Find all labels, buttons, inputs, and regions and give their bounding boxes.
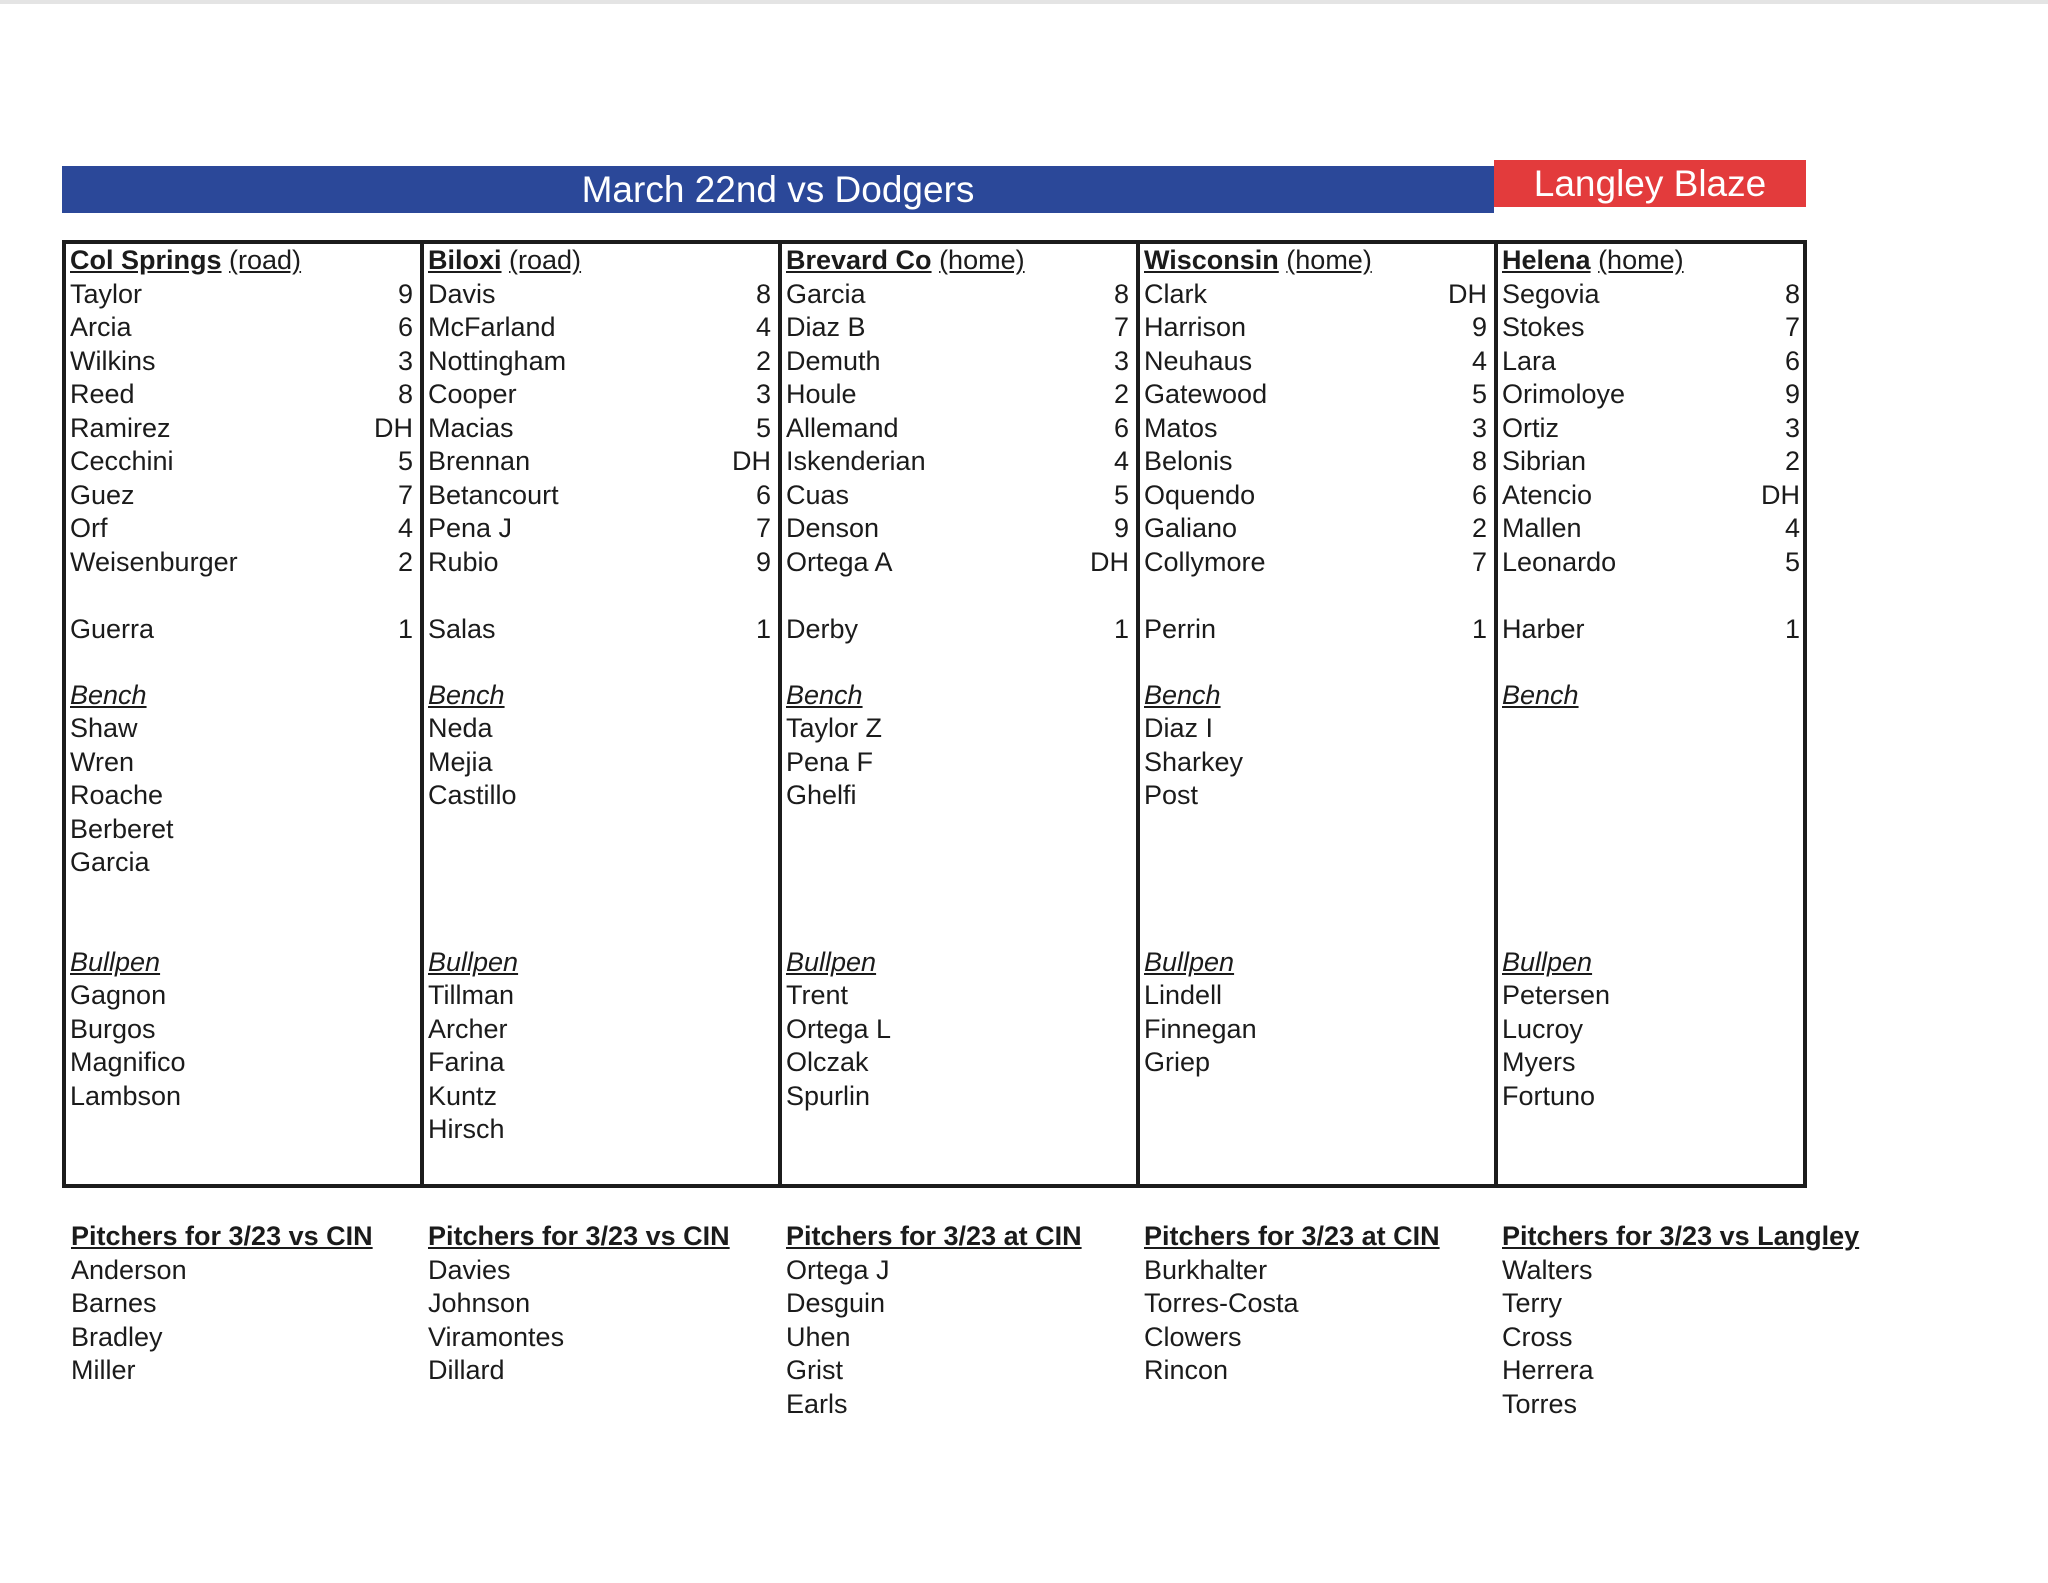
- bench-player: Roache: [70, 780, 164, 810]
- bench-label: Bench: [1144, 679, 1221, 710]
- player-position: 5: [1784, 546, 1800, 577]
- player-name: Iskenderian: [786, 446, 926, 476]
- player-name: Ortega A: [786, 546, 893, 577]
- pitcher-name: Burkhalter: [1144, 1254, 1268, 1285]
- pitcher-name: Grist: [786, 1355, 843, 1385]
- player-position: 9: [1113, 513, 1129, 543]
- pitchers-list-title: Pitchers for 3/23 vs CIN: [71, 1221, 373, 1251]
- player-name: Guez: [70, 479, 135, 510]
- club-heading: [428, 244, 771, 278]
- bullpen-label: Bullpen: [1502, 946, 1593, 977]
- roster-column-2: [778, 244, 1136, 1184]
- club-venue: (home): [939, 245, 1025, 275]
- player-position: 8: [755, 278, 771, 309]
- lineup-row: [1502, 278, 1800, 312]
- starting-pitcher-name: Derby: [786, 614, 859, 644]
- club-name: Helena: [1502, 245, 1591, 275]
- bench-section: [70, 679, 413, 946]
- lineup-row: [1144, 345, 1487, 379]
- player-name: Cuas: [786, 479, 850, 510]
- player-name: Brennan: [428, 446, 531, 476]
- lineup-row: [428, 311, 771, 345]
- bench-player: Ghelfi: [786, 780, 857, 810]
- player-position: 4: [1471, 345, 1487, 376]
- player-name: Segovia: [1502, 278, 1600, 309]
- team-name-banner: Langley Blaze: [1494, 160, 1806, 207]
- bench-player: Pena F: [786, 746, 874, 777]
- pitcher-name: Torres-Costa: [1144, 1288, 1299, 1318]
- bullpen-pitcher: Kuntz: [428, 1080, 498, 1111]
- bullpen-pitcher: Myers: [1502, 1047, 1576, 1077]
- player-position: 7: [1784, 312, 1800, 342]
- club-heading: [1502, 244, 1800, 278]
- bench-player: Neda: [428, 713, 493, 743]
- bench-section: [428, 679, 771, 946]
- player-name: Mallen: [1502, 513, 1582, 543]
- pitcher-name: Dillard: [428, 1355, 505, 1385]
- player-position: 2: [1471, 513, 1487, 543]
- lineup-row: [428, 512, 771, 546]
- player-name: Garcia: [786, 278, 866, 309]
- bench-player: Mejia: [428, 746, 493, 777]
- lineup-row: [1502, 378, 1800, 412]
- player-name: Harrison: [1144, 312, 1247, 342]
- lineup-row: [786, 412, 1129, 446]
- starting-pitcher-row: [70, 613, 413, 647]
- bench-section: [1144, 679, 1487, 946]
- lineup-row: [70, 512, 413, 546]
- game-title-banner: March 22nd vs Dodgers: [62, 166, 1494, 213]
- player-name: Wilkins: [70, 345, 156, 376]
- player-position: DH: [1448, 278, 1487, 309]
- lineup-row: [70, 345, 413, 379]
- bench-label: Bench: [786, 679, 863, 710]
- pitchers-list-title: Pitchers for 3/23 at CIN: [786, 1221, 1082, 1251]
- pitcher-name: Rincon: [1144, 1355, 1229, 1385]
- starting-pitcher-name: Perrin: [1144, 614, 1217, 644]
- player-name: Cooper: [428, 379, 517, 409]
- pitchers-list-4: [1502, 1220, 1862, 1421]
- pitcher-name: Johnson: [428, 1288, 531, 1318]
- pitcher-name: Earls: [786, 1388, 848, 1419]
- lineup-row: [1144, 546, 1487, 580]
- player-position: 8: [1471, 446, 1487, 476]
- pitchers-list-title: Pitchers for 3/23 vs Langley: [1502, 1221, 1860, 1251]
- roster-column-1: [420, 244, 778, 1184]
- starting-pitcher-row: [1502, 613, 1800, 647]
- player-position: 6: [397, 312, 413, 342]
- player-name: Matos: [1144, 412, 1218, 443]
- player-position: 6: [1113, 412, 1129, 443]
- club-heading: [1144, 244, 1487, 278]
- pitcher-name: Barnes: [71, 1288, 157, 1318]
- player-name: Neuhaus: [1144, 345, 1253, 376]
- player-position: DH: [1090, 546, 1129, 577]
- club-venue: (home): [1598, 245, 1684, 275]
- player-position: 4: [1784, 513, 1800, 543]
- pitchers-list-1: [428, 1220, 788, 1388]
- club-venue: (road): [509, 245, 582, 275]
- player-position: 3: [397, 345, 413, 376]
- pitcher-name: Ortega J: [786, 1254, 890, 1285]
- player-position: 9: [397, 278, 413, 309]
- roster-column-3: [1136, 244, 1494, 1184]
- lineup-row: [70, 278, 413, 312]
- player-position: 7: [397, 479, 413, 510]
- pitcher-name: Uhen: [786, 1321, 851, 1352]
- player-position: 8: [1113, 278, 1129, 309]
- player-name: Pena J: [428, 513, 513, 543]
- roster-column-4: [1494, 244, 1807, 1184]
- lineup-row: [70, 311, 413, 345]
- lineup-row: [1144, 311, 1487, 345]
- lineup-row: [786, 479, 1129, 513]
- player-position: 8: [1784, 278, 1800, 309]
- player-name: Leonardo: [1502, 546, 1617, 577]
- bullpen-pitcher: Olczak: [786, 1047, 869, 1077]
- player-name: Orimoloye: [1502, 379, 1626, 409]
- player-position: DH: [732, 446, 771, 476]
- pitcher-name: Clowers: [1144, 1321, 1242, 1352]
- player-name: Arcia: [70, 312, 132, 342]
- bullpen-pitcher: Lindell: [1144, 980, 1223, 1010]
- bullpen-label: Bullpen: [70, 946, 161, 977]
- player-position: DH: [374, 412, 413, 443]
- pitcher-name: Bradley: [71, 1321, 163, 1352]
- lineup-row: [786, 278, 1129, 312]
- pitcher-name: Herrera: [1502, 1355, 1594, 1385]
- player-name: Gatewood: [1144, 379, 1268, 409]
- starting-pitcher-position: 1: [1784, 614, 1800, 644]
- player-position: 6: [1784, 345, 1800, 376]
- lineup-row: [1502, 546, 1800, 580]
- starting-pitcher-position: 1: [1113, 614, 1129, 644]
- player-name: Cecchini: [70, 446, 174, 476]
- club-venue: (home): [1286, 245, 1372, 275]
- player-position: 6: [755, 479, 771, 510]
- pitcher-name: Viramontes: [428, 1321, 565, 1352]
- bullpen-pitcher: Spurlin: [786, 1080, 871, 1111]
- bullpen-pitcher: Farina: [428, 1047, 505, 1077]
- player-position: 2: [755, 345, 771, 376]
- lineup-row: [428, 345, 771, 379]
- player-name: Stokes: [1502, 312, 1585, 342]
- lineup-row: [786, 345, 1129, 379]
- lineup-row: [70, 479, 413, 513]
- club-name: Brevard Co: [786, 245, 932, 275]
- starting-pitcher-row: [786, 613, 1129, 647]
- bullpen-pitcher: Gagnon: [70, 980, 167, 1010]
- lineup-row: [1144, 378, 1487, 412]
- starting-pitcher-position: 1: [755, 614, 771, 644]
- lineup-row: [1502, 311, 1800, 345]
- player-position: 3: [1471, 412, 1487, 443]
- bench-player: Castillo: [428, 780, 517, 810]
- lineup-row: [786, 445, 1129, 479]
- bullpen-pitcher: Hirsch: [428, 1114, 505, 1144]
- lineup-row: [786, 512, 1129, 546]
- player-name: Davis: [428, 278, 496, 309]
- player-name: Taylor: [70, 278, 143, 309]
- player-position: 9: [755, 546, 771, 577]
- bench-player: Post: [1144, 780, 1199, 810]
- bullpen-pitcher: Ortega L: [786, 1013, 892, 1044]
- bench-player: Sharkey: [1144, 746, 1244, 777]
- bench-player: Taylor Z: [786, 713, 883, 743]
- lineup-row: [1144, 278, 1487, 312]
- player-position: 2: [1113, 379, 1129, 409]
- player-name: Weisenburger: [70, 546, 238, 577]
- lineup-row: [1144, 445, 1487, 479]
- club-name: Col Springs: [70, 245, 222, 275]
- player-position: 8: [397, 379, 413, 409]
- bullpen-pitcher: Tillman: [428, 980, 515, 1010]
- starting-pitcher-position: 1: [1471, 614, 1487, 644]
- bullpen-pitcher: Burgos: [70, 1013, 156, 1044]
- lineup-row: [1144, 479, 1487, 513]
- player-position: 7: [1471, 546, 1487, 577]
- bullpen-pitcher: Petersen: [1502, 980, 1611, 1010]
- club-name: Wisconsin: [1144, 245, 1279, 275]
- pitcher-name: Miller: [71, 1355, 136, 1385]
- lineup-row: [428, 378, 771, 412]
- bench-section: [786, 679, 1129, 946]
- player-position: 9: [1784, 379, 1800, 409]
- player-position: 4: [397, 513, 413, 543]
- player-position: 2: [1784, 446, 1800, 476]
- player-name: Ortiz: [1502, 412, 1559, 443]
- lineup-row: [70, 412, 413, 446]
- bullpen-label: Bullpen: [1144, 946, 1235, 977]
- starting-pitcher-name: Guerra: [70, 614, 155, 644]
- bench-player: Shaw: [70, 713, 138, 743]
- player-position: 9: [1471, 312, 1487, 342]
- player-name: Sibrian: [1502, 446, 1587, 476]
- bullpen-pitcher: Magnifico: [70, 1047, 186, 1077]
- lineup-row: [1502, 412, 1800, 446]
- lineup-row: [428, 412, 771, 446]
- scan-edge: [0, 0, 2048, 4]
- starting-pitcher-row: [428, 613, 771, 647]
- lineup-row: [70, 546, 413, 580]
- player-position: 3: [1113, 345, 1129, 376]
- pitcher-name: Desguin: [786, 1288, 886, 1318]
- pitchers-list-3: [1144, 1220, 1504, 1388]
- bench-player: Diaz I: [1144, 713, 1214, 743]
- player-position: 7: [755, 513, 771, 543]
- player-name: McFarland: [428, 312, 556, 342]
- pitcher-name: Davies: [428, 1254, 511, 1285]
- bench-label: Bench: [428, 679, 505, 710]
- player-name: Nottingham: [428, 345, 567, 376]
- player-name: Diaz B: [786, 312, 866, 342]
- lineup-row: [70, 445, 413, 479]
- lineup-row: [1502, 512, 1800, 546]
- player-position: 6: [1471, 479, 1487, 510]
- pitchers-list-0: [71, 1220, 431, 1388]
- player-name: Denson: [786, 513, 880, 543]
- bullpen-pitcher: Trent: [786, 980, 849, 1010]
- player-name: Houle: [786, 379, 857, 409]
- player-name: Collymore: [1144, 546, 1266, 577]
- bullpen-pitcher: Finnegan: [1144, 1013, 1257, 1044]
- player-name: Ramirez: [70, 412, 171, 443]
- starting-pitcher-row: [1144, 613, 1487, 647]
- lineup-row: [428, 479, 771, 513]
- player-name: Reed: [70, 379, 135, 409]
- pitcher-name: Torres: [1502, 1388, 1578, 1419]
- lineup-row: [1502, 345, 1800, 379]
- player-name: Betancourt: [428, 479, 559, 510]
- club-venue: (road): [229, 245, 302, 275]
- lineup-row: [786, 378, 1129, 412]
- bullpen-pitcher: Archer: [428, 1013, 508, 1044]
- bench-player: Berberet: [70, 813, 174, 844]
- player-name: Macias: [428, 412, 514, 443]
- player-position: 7: [1113, 312, 1129, 342]
- bullpen-label: Bullpen: [786, 946, 877, 977]
- player-name: Belonis: [1144, 446, 1233, 476]
- pitcher-name: Anderson: [71, 1254, 187, 1285]
- player-name: Demuth: [786, 345, 881, 376]
- player-position: 5: [1471, 379, 1487, 409]
- lineup-row: [786, 546, 1129, 580]
- pitcher-name: Terry: [1502, 1288, 1562, 1318]
- bench-label: Bench: [70, 679, 147, 710]
- bullpen-label: Bullpen: [428, 946, 519, 977]
- starting-pitcher-name: Salas: [428, 614, 496, 644]
- starting-pitcher-name: Harber: [1502, 614, 1585, 644]
- bullpen-pitcher: Griep: [1144, 1047, 1211, 1077]
- player-position: 5: [397, 446, 413, 476]
- player-position: 3: [1784, 412, 1800, 443]
- pitcher-name: Walters: [1502, 1254, 1593, 1285]
- bullpen-pitcher: Lambson: [70, 1080, 182, 1111]
- player-position: DH: [1761, 479, 1800, 510]
- bench-section: [1502, 679, 1800, 946]
- club-heading: [786, 244, 1129, 278]
- player-position: 2: [397, 546, 413, 577]
- player-name: Clark: [1144, 278, 1208, 309]
- lineup-row: [1502, 445, 1800, 479]
- player-position: 4: [755, 312, 771, 342]
- roster-column-0: [66, 244, 420, 1184]
- lineup-row: [786, 311, 1129, 345]
- lineup-row: [428, 445, 771, 479]
- lineup-row: [1144, 412, 1487, 446]
- pitchers-list-title: Pitchers for 3/23 at CIN: [1144, 1221, 1440, 1251]
- pitcher-name: Cross: [1502, 1321, 1573, 1352]
- starting-pitcher-position: 1: [397, 614, 413, 644]
- lineup-row: [70, 378, 413, 412]
- bullpen-pitcher: Lucroy: [1502, 1013, 1584, 1044]
- bullpen-pitcher: Fortuno: [1502, 1080, 1596, 1111]
- player-position: 3: [755, 379, 771, 409]
- player-name: Oquendo: [1144, 479, 1256, 510]
- pitchers-list-2: [786, 1220, 1146, 1421]
- bench-player: Garcia: [70, 847, 150, 877]
- player-name: Allemand: [786, 412, 899, 443]
- lineup-row: [428, 278, 771, 312]
- player-position: 4: [1113, 446, 1129, 476]
- lineup-row: [428, 546, 771, 580]
- pitchers-list-title: Pitchers for 3/23 vs CIN: [428, 1221, 730, 1251]
- lineup-row: [1144, 512, 1487, 546]
- club-heading: [70, 244, 413, 278]
- bench-player: Wren: [70, 746, 135, 777]
- bench-label: Bench: [1502, 679, 1579, 710]
- lineup-row: [1502, 479, 1800, 513]
- club-name: Biloxi: [428, 245, 502, 275]
- player-position: 5: [1113, 479, 1129, 510]
- player-name: Galiano: [1144, 513, 1238, 543]
- player-position: 5: [755, 412, 771, 443]
- player-name: Atencio: [1502, 479, 1593, 510]
- player-name: Orf: [70, 513, 108, 543]
- player-name: Rubio: [428, 546, 499, 577]
- player-name: Lara: [1502, 345, 1557, 376]
- roster-table: [62, 240, 1807, 1188]
